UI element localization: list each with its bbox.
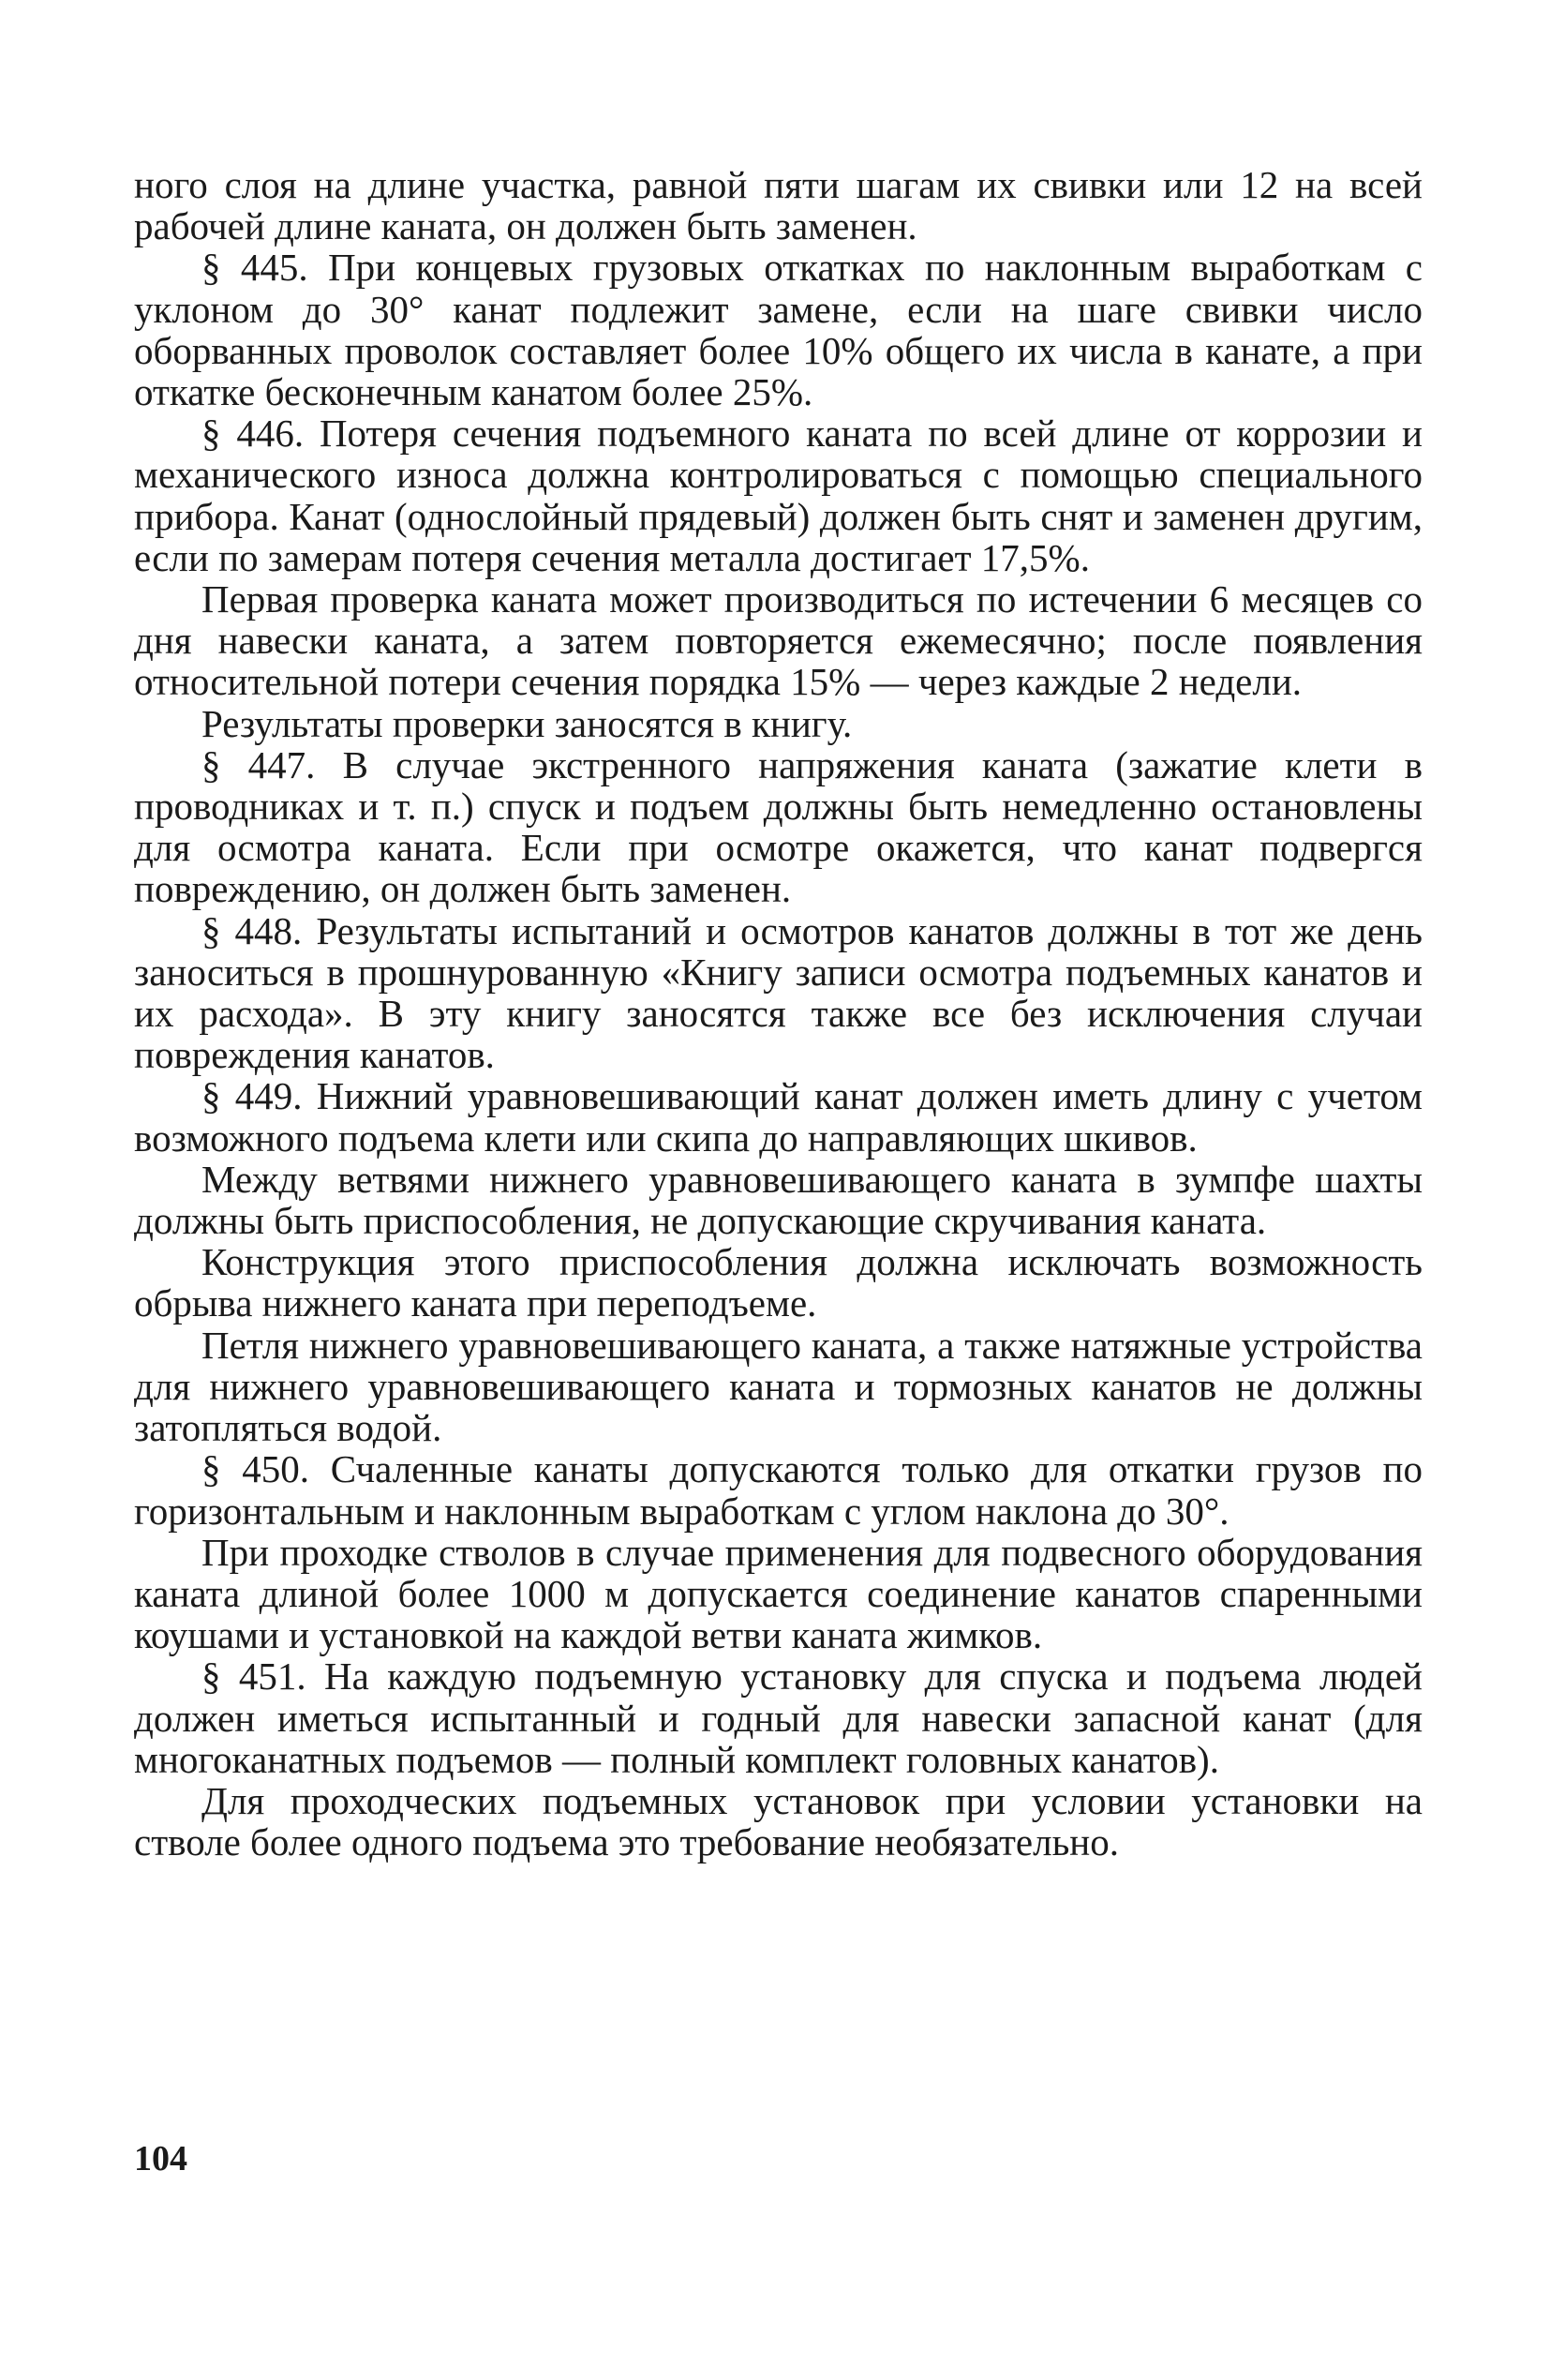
paragraph-449-sump: Между ветвями нижнего уравновешивающего каната в зумпфе шахты должны быть приспособления, не допускающие скручивания каната.	[134, 1157, 1423, 1243]
paragraph-448: § 448. Результаты испытаний и осмотров канатов должны в тот же день заноситься в прошнурованную «Книгу записи осмотра подъемных канатов и их расхода». В эту книгу заносятся также все без исключения случаи повреждения канатов.	[134, 908, 1423, 1077]
paragraph-451-sinking: Для проходческих подъемных установок при условии установки на стволе более одного подъема это требование необязательно.	[134, 1778, 1423, 1864]
paragraph-445: § 445. При концевых грузовых откатках по наклонным выработкам с уклоном до 30° канат подлежит замене, если на шаге свивки число оборванных проволок составляет более 10% общего их числа в канате, а при откатке бесконечным канатом более 25%.	[134, 246, 1423, 414]
page-body	[134, 164, 1423, 1863]
paragraph-continuation: ного слоя на длине участка, равной пяти шагам их свивки или 12 на всей рабочей длине каната, он должен быть заменен.	[134, 163, 1423, 248]
paragraph-449-construction: Конструкция этого приспособления должна исключать возможность обрыва нижнего каната при переподъеме.	[134, 1240, 1423, 1325]
page-number: 104	[134, 2139, 187, 2178]
paragraph-450: § 450. Счаленные канаты допускаются только для откатки грузов по горизонтальным и наклонным выработкам с углом наклона до 30°.	[134, 1447, 1423, 1533]
paragraph-446-results: Результаты проверки заносятся в книгу.	[201, 701, 853, 745]
paragraph-446: § 446. Потеря сечения подъемного каната по всей длине от коррозии и механического износа должна контролироваться с помощью специального прибора. Канат (однослойный прядевый) должен быть снят и заменен другим, если по замерам потеря сечения металла достигает 17,5%.	[134, 412, 1423, 579]
paragraph-449: § 449. Нижний уравновешивающий канат должен иметь длину с учетом возможного подъема клети или скипа до направляющих шкивов.	[134, 1074, 1423, 1160]
paragraph-449-loop: Петля нижнего уравновешивающего каната, а также натяжные устройства для нижнего уравновешивающего каната и тормозных канатов не должны затопляться водой.	[134, 1323, 1423, 1450]
paragraph-451: § 451. На каждую подъемную установку для спуска и подъема людей должен иметься испытанный и годный для навески запасной канат (для многоканатных подъемов — полный комплект головных канатов).	[134, 1654, 1423, 1781]
paragraph-450-shafts: При проходке стволов в случае применения для подвесного оборудования каната длиной более 1000 м допускается соединение канатов спаренными коушами и установкой на каждой ветви каната жимков.	[134, 1530, 1423, 1657]
paragraph-447: § 447. В случае экстренного напряжения каната (зажатие клети в проводниках и т. п.) спуск и подъем должны быть немедленно остановлены для осмотра каната. Если при осмотре окажется, что канат подвергся повреждению, он должен быть заменен.	[134, 742, 1423, 911]
paragraph-446-first-check: Первая проверка каната может производиться по истечении 6 месяцев со дня навески каната, а затем повторяется ежемесячно; после появления относительной потери сечения порядка 15% — через каждые 2 недели.	[134, 577, 1423, 704]
